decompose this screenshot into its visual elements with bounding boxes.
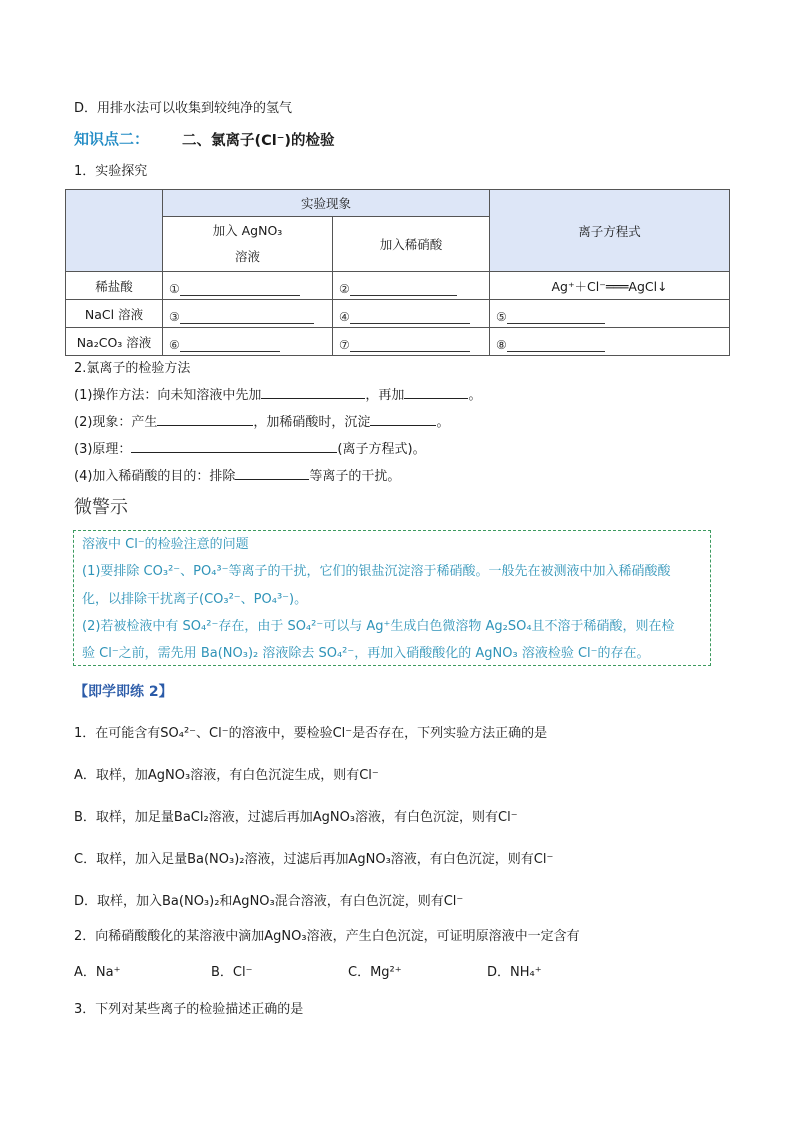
question-1-option-a: A．取样，加AgNO₃溶液，有白色沉淀生成，则有Cl⁻ bbox=[74, 768, 379, 783]
blank-number: ② bbox=[339, 281, 350, 296]
item-1-title: 1．实验探究 bbox=[74, 164, 148, 179]
note-p1-line2: 化，以排除干扰离子(CO₃²⁻、PO₄³⁻)。 bbox=[82, 592, 308, 607]
header-phenomenon: 实验现象 bbox=[163, 190, 490, 217]
row-label: Na₂CO₃ 溶液 bbox=[66, 328, 163, 356]
ionic-equation: Ag⁺＋Cl⁻═══AgCl↓ bbox=[490, 272, 730, 300]
answer-cell bbox=[333, 328, 490, 356]
header-equation: 离子方程式 bbox=[490, 190, 730, 272]
method-line-2: (2)现象：产生 ，加稀硝酸时，沉淀 。 bbox=[74, 415, 450, 430]
method-line-1: (1)操作方法：向未知溶液中先加 ，再加 。 bbox=[74, 388, 482, 403]
answer-cell bbox=[490, 328, 730, 356]
note-p1-line1: (1)要排除 CO₃²⁻、PO₄³⁻等离子的干扰，它们的银盐沉淀溶于稀硝酸。一般先在被测液中加入稀硝酸酸 bbox=[82, 564, 671, 579]
question-2-option-b: B．Cl⁻ bbox=[211, 965, 253, 980]
blank-number: ③ bbox=[169, 309, 180, 324]
blank-number: ⑤ bbox=[496, 309, 507, 324]
answer-cell bbox=[163, 272, 333, 300]
blank-number: ⑥ bbox=[169, 337, 180, 352]
question-1: 1．在可能含有SO₄²⁻、Cl⁻的溶液中，要检验Cl⁻是否存在，下列实验方法正确的是 bbox=[74, 726, 548, 741]
method-line-4: (4)加入稀硝酸的目的：排除 等离子的干扰。 bbox=[74, 469, 401, 484]
question-2-option-c: C．Mg²⁺ bbox=[348, 965, 402, 980]
question-2: 2．向稀硝酸酸化的某溶液中滴加AgNO₃溶液，产生白色沉淀，可证明原溶液中一定含有 bbox=[74, 929, 580, 944]
question-1-option-d: D．取样，加入Ba(NO₃)₂和AgNO₃混合溶液，有白色沉淀，则有Cl⁻ bbox=[74, 894, 464, 909]
blank-number: ⑧ bbox=[496, 337, 507, 352]
answer-cell bbox=[163, 328, 333, 356]
answer-cell bbox=[163, 300, 333, 328]
question-3: 3．下列对某些离子的检验描述正确的是 bbox=[74, 1002, 304, 1017]
blank-number: ⑦ bbox=[339, 337, 350, 352]
blank-number: ① bbox=[169, 281, 180, 296]
table-row bbox=[66, 300, 730, 328]
method-line-3: (3)原理： (离子方程式)。 bbox=[74, 442, 426, 457]
header-agno3 bbox=[163, 217, 333, 272]
table-row bbox=[66, 272, 730, 300]
note-title: 溶液中 Cl⁻的检验注意的问题 bbox=[82, 537, 249, 552]
header-agno3-line2: 溶液 bbox=[234, 249, 260, 264]
question-2-option-d: D．NH₄⁺ bbox=[487, 965, 542, 980]
warning-title: 微警示 bbox=[74, 497, 128, 518]
row-label: 稀盐酸 bbox=[66, 272, 163, 300]
note-p2-line1: (2)若被检液中有 SO₄²⁻存在，由于 SO₄²⁻可以与 Ag⁺生成白色微溶物 Ag₂SO₄且不溶于稀硝酸，则在检 bbox=[82, 619, 675, 634]
question-2-option-a: A．Na⁺ bbox=[74, 965, 121, 980]
answer-cell bbox=[490, 300, 730, 328]
previous-option-d: D．用排水法可以收集到较纯净的氢气 bbox=[74, 101, 293, 116]
question-1-option-b: B．取样，加足量BaCl₂溶液，过滤后再加AgNO₃溶液，有白色沉淀，则有Cl⁻ bbox=[74, 810, 518, 825]
method-title: 2.氯离子的检验方法 bbox=[74, 361, 191, 376]
header-agno3-line1: 加入 AgNO₃ bbox=[212, 223, 283, 238]
question-1-option-c: C．取样，加入足量Ba(NO₃)₂溶液，过滤后再加AgNO₃溶液，有白色沉淀，则有Cl⁻ bbox=[74, 852, 554, 867]
row-label: NaCl 溶液 bbox=[66, 300, 163, 328]
experiment-table bbox=[65, 189, 730, 356]
answer-cell bbox=[333, 300, 490, 328]
answer-cell bbox=[333, 272, 490, 300]
note-p2-line2: 验 Cl⁻之前，需先用 Ba(NO₃)₂ 溶液除去 SO₄²⁻，再加入硝酸酸化的 AgNO₃ 溶液检验 Cl⁻的存在。 bbox=[82, 646, 650, 661]
table-corner-cell bbox=[66, 190, 163, 272]
section-title: 二、氯离子(Cl⁻)的检验 bbox=[182, 133, 335, 149]
blank-number: ④ bbox=[339, 309, 350, 324]
knowledge-point-label: 知识点二： bbox=[74, 130, 150, 148]
exercise-title: 【即学即练 2】 bbox=[74, 684, 173, 700]
header-hno3: 加入稀硝酸 bbox=[333, 217, 490, 272]
table-row bbox=[66, 328, 730, 356]
